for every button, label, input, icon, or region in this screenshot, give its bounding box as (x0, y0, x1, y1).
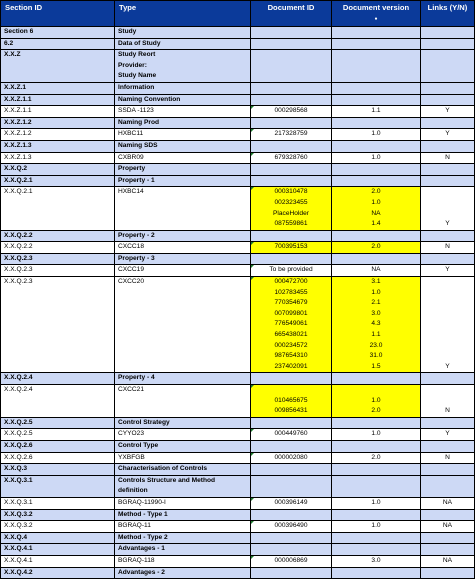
section-id-cell[interactable]: X.X.Q.2.3 (1, 277, 115, 373)
type-cell[interactable] (115, 230, 251, 242)
type-cell[interactable] (115, 417, 251, 429)
links-cell[interactable] (421, 475, 475, 497)
document-id-cell[interactable] (251, 475, 332, 497)
links-cell[interactable]: N (421, 242, 475, 254)
type-cell[interactable] (115, 129, 251, 141)
cell-line: 776549061 (274, 320, 308, 328)
type-line: Method - Type 1 (118, 510, 168, 518)
cell-line: 3.1 (371, 278, 381, 286)
document-version-cell[interactable] (332, 27, 421, 39)
type-cell[interactable] (115, 464, 251, 476)
cell-line: 3.0 (371, 309, 381, 317)
type-line: Study Name (118, 72, 157, 80)
column-header-document-id[interactable]: Document ID (251, 1, 332, 27)
type-line: CXCC20 (118, 278, 145, 286)
section-id-cell[interactable]: X.X.Q.3.2 (1, 521, 115, 533)
section-id-cell[interactable]: X.X.Z.1.1 (1, 106, 115, 118)
type-line: BGRAQ-11 (118, 522, 151, 530)
type-line: Naming Prod (118, 118, 160, 126)
type-cell[interactable] (115, 94, 251, 106)
type-cell[interactable] (115, 117, 251, 129)
document-id-cell[interactable] (251, 152, 332, 164)
document-id-cell[interactable] (251, 521, 332, 533)
type-cell[interactable] (115, 521, 251, 533)
type-line: Property - 2 (118, 231, 155, 239)
document-row[interactable] (1, 521, 475, 533)
document-id-cell[interactable] (251, 509, 332, 521)
links-cell[interactable]: NA (421, 521, 475, 533)
links-cell[interactable] (421, 50, 475, 83)
table-body (1, 27, 475, 579)
cell-line: 000396149 (274, 498, 308, 506)
version-marker-icon: ● (374, 16, 378, 22)
cell-line: 2.0 (371, 188, 381, 196)
document-version-cell[interactable] (332, 532, 421, 544)
document-id-cell[interactable] (251, 440, 332, 452)
type-cell[interactable] (115, 544, 251, 556)
document-row[interactable] (1, 277, 475, 373)
section-id-cell[interactable]: X.X.Q.2.1 (1, 175, 115, 187)
section-row[interactable] (1, 94, 475, 106)
type-cell[interactable] (115, 242, 251, 254)
type-line: HXBC14 (118, 188, 144, 196)
links-cell[interactable] (421, 532, 475, 544)
type-line: definition (118, 487, 148, 495)
document-row[interactable] (1, 429, 475, 441)
type-line: BGRAQ-118 (118, 556, 155, 564)
document-version-cell[interactable] (332, 497, 421, 509)
document-version-cell[interactable] (332, 242, 421, 254)
cell-line: 1.0 (371, 396, 381, 404)
type-line: Property (118, 165, 146, 173)
document-row[interactable] (1, 555, 475, 567)
cell-line: 000396490 (274, 522, 308, 530)
document-version-cell[interactable] (332, 555, 421, 567)
document-id-cell[interactable] (251, 452, 332, 464)
document-row[interactable] (1, 152, 475, 164)
type-cell[interactable] (115, 373, 251, 385)
section-id-cell[interactable]: X.X.Z.1.3 (1, 152, 115, 164)
column-header-section-id[interactable]: Section ID (1, 1, 115, 27)
cell-line: 4.3 (371, 320, 381, 328)
document-row[interactable] (1, 497, 475, 509)
type-line: Study (118, 28, 137, 35)
type-line: Property - 3 (118, 254, 155, 262)
document-version-cell[interactable] (332, 567, 421, 579)
cell-line: 2.0 (371, 407, 381, 415)
document-id-cell[interactable] (251, 373, 332, 385)
document-version-cell[interactable] (332, 429, 421, 441)
cell-line: 1.0 (371, 130, 381, 138)
section-id-cell[interactable]: Section 6 (1, 27, 115, 39)
type-cell[interactable] (115, 429, 251, 441)
section-id-cell[interactable]: 6.2 (1, 38, 115, 50)
section-row[interactable] (1, 230, 475, 242)
links-cell[interactable]: Y (421, 187, 475, 230)
document-version-cell[interactable] (332, 129, 421, 141)
document-id-cell[interactable] (251, 532, 332, 544)
document-id-cell[interactable] (251, 385, 332, 418)
cell-line: 1.0 (371, 153, 381, 161)
section-id-cell[interactable]: X.X.Q.2.6 (1, 440, 115, 452)
cell-line: 2.1 (371, 299, 381, 307)
document-version-cell[interactable] (332, 417, 421, 429)
section-row[interactable] (1, 509, 475, 521)
type-line: Data of Study (118, 39, 161, 47)
document-version-cell[interactable] (332, 440, 421, 452)
type-line: YXBFGB (118, 453, 145, 461)
document-id-cell[interactable] (251, 129, 332, 141)
links-cell[interactable] (421, 544, 475, 556)
document-row[interactable] (1, 242, 475, 254)
type-line: Method - Type 2 (118, 533, 168, 541)
document-version-cell[interactable] (332, 509, 421, 521)
section-id-cell[interactable]: X.X.Q.4.2 (1, 567, 115, 579)
type-cell[interactable] (115, 440, 251, 452)
document-version-cell[interactable] (332, 117, 421, 129)
section-id-cell[interactable]: X.X.Q.2.5 (1, 429, 115, 441)
section-row[interactable] (1, 82, 475, 94)
document-version-cell[interactable] (332, 385, 421, 418)
links-cell[interactable] (421, 140, 475, 152)
type-line: Provider: (118, 61, 147, 69)
document-row[interactable] (1, 106, 475, 118)
type-line: HXBC11 (118, 130, 144, 138)
section-id-cell[interactable]: X.X.Z.1.3 (1, 140, 115, 152)
links-cell[interactable] (421, 509, 475, 521)
type-cell[interactable] (115, 50, 251, 83)
section-row[interactable] (1, 164, 475, 176)
links-cell[interactable] (421, 38, 475, 50)
cell-line: NA (371, 209, 381, 217)
document-id-cell[interactable] (251, 265, 332, 277)
cell-line: 000002080 (274, 453, 308, 461)
document-id-cell[interactable] (251, 497, 332, 509)
cell-line: 1.0 (371, 430, 381, 438)
type-line: BGRAQ-11990-I (118, 498, 166, 506)
section-row[interactable] (1, 464, 475, 476)
type-line: Controls Structure and Method (118, 476, 216, 484)
document-version-cell[interactable] (332, 82, 421, 94)
document-id-cell[interactable] (251, 242, 332, 254)
document-row[interactable] (1, 265, 475, 277)
section-row[interactable] (1, 140, 475, 152)
section-row[interactable] (1, 253, 475, 265)
column-header-document-version-label: Document version (342, 3, 410, 12)
cell-line: 000310478 (274, 188, 308, 196)
section-row[interactable] (1, 532, 475, 544)
document-id-cell[interactable] (251, 27, 332, 39)
document-id-cell[interactable] (251, 230, 332, 242)
cell-line: 000234572 (274, 341, 308, 349)
type-line: Property - 4 (118, 374, 155, 382)
type-cell[interactable] (115, 509, 251, 521)
header-row (1, 1, 475, 27)
type-cell[interactable] (115, 175, 251, 187)
links-cell[interactable]: NA (421, 555, 475, 567)
type-cell[interactable] (115, 475, 251, 497)
section-row[interactable] (1, 567, 475, 579)
type-cell[interactable] (115, 385, 251, 418)
type-cell[interactable] (115, 106, 251, 118)
document-row[interactable] (1, 129, 475, 141)
document-row[interactable] (1, 187, 475, 230)
section-id-cell[interactable]: X.X.Q.2 (1, 164, 115, 176)
section-id-cell[interactable]: X.X.Q.2.3 (1, 265, 115, 277)
column-header-document-version[interactable] (332, 1, 421, 27)
section-id-cell[interactable]: X.X.Z.1.1 (1, 94, 115, 106)
section-id-cell[interactable]: X.X.Q.3.2 (1, 509, 115, 521)
section-id-cell[interactable]: X.X.Q.2.6 (1, 452, 115, 464)
document-id-cell[interactable] (251, 50, 332, 83)
links-cell[interactable] (421, 82, 475, 94)
document-version-cell[interactable] (332, 521, 421, 533)
document-id-cell[interactable] (251, 94, 332, 106)
section-row[interactable] (1, 50, 475, 83)
cell-line: 1.1 (371, 107, 381, 115)
section-id-cell[interactable]: X.X.Z.1.2 (1, 117, 115, 129)
cell-line: 000472700 (274, 278, 308, 286)
type-line: Information (118, 83, 155, 91)
links-cell[interactable] (421, 27, 475, 39)
type-cell[interactable] (115, 555, 251, 567)
type-line: Control Strategy (118, 418, 170, 426)
section-id-cell[interactable]: X.X.Q.2.3 (1, 253, 115, 265)
links-cell[interactable] (421, 464, 475, 476)
document-version-cell[interactable] (332, 253, 421, 265)
type-cell[interactable] (115, 27, 251, 39)
cell-line: 1.0 (371, 498, 381, 506)
cell-line: 010465675 (274, 396, 308, 404)
section-row[interactable] (1, 417, 475, 429)
section-id-cell[interactable]: X.X.Z (1, 50, 115, 83)
section-id-cell[interactable]: X.X.Q.2.4 (1, 373, 115, 385)
cell-line: 2.0 (371, 243, 381, 251)
links-cell[interactable]: Y (421, 429, 475, 441)
document-version-cell[interactable] (332, 544, 421, 556)
cell-line: 000006869 (274, 556, 308, 564)
links-cell[interactable]: Y (421, 106, 475, 118)
links-cell[interactable]: NA (421, 497, 475, 509)
column-header-links[interactable]: Links (Y/N) (421, 1, 475, 27)
links-cell[interactable] (421, 164, 475, 176)
links-cell[interactable]: N (421, 152, 475, 164)
type-cell[interactable] (115, 497, 251, 509)
type-cell[interactable] (115, 567, 251, 579)
cell-line: 1.4 (371, 220, 381, 228)
document-id-cell[interactable] (251, 38, 332, 50)
section-id-cell[interactable]: X.X.Z.1 (1, 82, 115, 94)
type-cell[interactable] (115, 277, 251, 373)
document-row[interactable] (1, 452, 475, 464)
section-id-cell[interactable]: X.X.Q.2.4 (1, 385, 115, 418)
cell-line: 000449760 (274, 430, 308, 438)
links-cell[interactable] (421, 440, 475, 452)
type-line: Naming Convention (118, 95, 181, 103)
cell-line: 23.0 (369, 341, 383, 349)
document-version-cell[interactable] (332, 38, 421, 50)
document-id-cell[interactable] (251, 417, 332, 429)
cell-line: 1.1 (371, 331, 381, 339)
document-version-cell[interactable] (332, 152, 421, 164)
section-row[interactable] (1, 117, 475, 129)
cell-line: 1.0 (371, 198, 381, 206)
type-cell[interactable] (115, 164, 251, 176)
section-id-cell[interactable]: X.X.Q.2.2 (1, 230, 115, 242)
document-id-cell[interactable] (251, 82, 332, 94)
document-id-cell[interactable] (251, 429, 332, 441)
section-row[interactable] (1, 544, 475, 556)
type-cell[interactable] (115, 140, 251, 152)
document-id-cell[interactable] (251, 175, 332, 187)
section-row[interactable] (1, 440, 475, 452)
type-line: CXCC21 (118, 386, 145, 393)
type-line: CXCC18 (118, 243, 145, 251)
links-cell[interactable] (421, 175, 475, 187)
cell-line: 1.5 (371, 362, 381, 370)
links-cell[interactable] (421, 373, 475, 385)
document-version-cell[interactable] (332, 464, 421, 476)
cell-line: 987654310 (274, 352, 308, 360)
cell-line: 102783455 (274, 288, 308, 296)
type-cell[interactable] (115, 253, 251, 265)
section-id-cell[interactable]: X.X.Q.3.1 (1, 475, 115, 497)
document-version-cell[interactable] (332, 230, 421, 242)
links-cell[interactable] (421, 567, 475, 579)
document-version-cell[interactable] (332, 175, 421, 187)
type-line: Study Reort (118, 51, 156, 59)
document-id-cell[interactable] (251, 117, 332, 129)
document-row[interactable] (1, 385, 475, 418)
section-row[interactable] (1, 38, 475, 50)
document-version-cell[interactable] (332, 452, 421, 464)
cell-line: 000298568 (274, 107, 308, 115)
document-version-cell[interactable] (332, 187, 421, 230)
cell-line: To be provided (269, 266, 313, 274)
links-cell[interactable] (421, 230, 475, 242)
type-line: SSDA -1123 (118, 107, 154, 115)
type-line: Property - 1 (118, 176, 155, 184)
cell-line: 2.0 (371, 453, 381, 461)
cell-line: 237402091 (274, 362, 308, 370)
section-row[interactable] (1, 475, 475, 497)
section-id-cell[interactable]: X.X.Q.2.5 (1, 417, 115, 429)
links-cell[interactable] (421, 253, 475, 265)
document-id-cell[interactable] (251, 140, 332, 152)
type-cell[interactable] (115, 532, 251, 544)
document-version-cell[interactable] (332, 373, 421, 385)
section-id-cell[interactable]: X.X.Q.4 (1, 532, 115, 544)
document-id-cell[interactable] (251, 187, 332, 230)
cell-line: 700395153 (274, 243, 308, 251)
type-line: CYYO23 (118, 430, 145, 438)
type-cell[interactable] (115, 152, 251, 164)
type-cell[interactable] (115, 265, 251, 277)
document-id-cell[interactable] (251, 253, 332, 265)
cell-line: 1.0 (371, 522, 381, 530)
section-row[interactable] (1, 175, 475, 187)
section-id-cell[interactable]: X.X.Q.4.1 (1, 544, 115, 556)
cell-line: 002323455 (274, 198, 308, 206)
document-version-cell[interactable] (332, 50, 421, 83)
section-id-cell[interactable]: X.X.Q.4.1 (1, 555, 115, 567)
type-line: CXCC19 (118, 266, 145, 274)
document-id-cell[interactable] (251, 544, 332, 556)
type-cell[interactable] (115, 38, 251, 50)
links-cell[interactable]: N (421, 452, 475, 464)
type-line: Advantages - 1 (118, 545, 165, 553)
document-id-cell[interactable] (251, 164, 332, 176)
cell-line: 087559861 (274, 220, 308, 228)
type-line: Characterisation of Controls (118, 465, 208, 473)
section-id-cell[interactable]: X.X.Q.2.1 (1, 187, 115, 230)
links-cell[interactable]: N (421, 385, 475, 418)
cell-line: 3.0 (371, 556, 381, 564)
document-version-cell[interactable] (332, 164, 421, 176)
section-row[interactable] (1, 27, 475, 39)
type-line: Advantages - 2 (118, 568, 165, 576)
document-id-cell[interactable] (251, 464, 332, 476)
document-version-cell[interactable] (332, 475, 421, 497)
section-id-cell[interactable]: X.X.Q.2.2 (1, 242, 115, 254)
cell-line: 679328760 (274, 153, 308, 161)
cell-line: PlaceHolder (273, 209, 309, 217)
section-row[interactable] (1, 373, 475, 385)
cell-line: 31.0 (369, 352, 383, 360)
cell-line: 009856431 (274, 407, 308, 415)
document-id-cell[interactable] (251, 567, 332, 579)
document-version-cell[interactable] (332, 140, 421, 152)
section-id-cell[interactable]: X.X.Q.3.1 (1, 497, 115, 509)
document-version-cell[interactable] (332, 277, 421, 373)
cell-line: NA (371, 266, 381, 274)
links-cell[interactable]: Y (421, 277, 475, 373)
section-id-cell[interactable]: X.X.Z.1.2 (1, 129, 115, 141)
document-version-cell[interactable] (332, 106, 421, 118)
document-id-cell[interactable] (251, 277, 332, 373)
links-cell[interactable]: Y (421, 129, 475, 141)
document-id-cell[interactable] (251, 555, 332, 567)
type-line: Control Type (118, 441, 159, 449)
document-version-cell[interactable] (332, 94, 421, 106)
links-cell[interactable] (421, 417, 475, 429)
links-cell[interactable] (421, 94, 475, 106)
type-line: CXBR09 (118, 153, 144, 161)
cell-line: 665438021 (274, 331, 308, 339)
type-cell[interactable] (115, 187, 251, 230)
type-cell[interactable] (115, 82, 251, 94)
cell-line: 007099801 (274, 309, 308, 317)
section-id-cell[interactable]: X.X.Q.3 (1, 464, 115, 476)
cell-line: 1.0 (371, 288, 381, 296)
links-cell[interactable] (421, 117, 475, 129)
type-line: Naming SDS (118, 141, 158, 149)
links-cell[interactable]: Y (421, 265, 475, 277)
column-header-type[interactable]: Type (115, 1, 251, 27)
document-id-cell[interactable] (251, 106, 332, 118)
document-version-cell[interactable] (332, 265, 421, 277)
type-cell[interactable] (115, 452, 251, 464)
cell-line: 770354679 (274, 299, 308, 307)
cell-line: 217328759 (274, 130, 308, 138)
